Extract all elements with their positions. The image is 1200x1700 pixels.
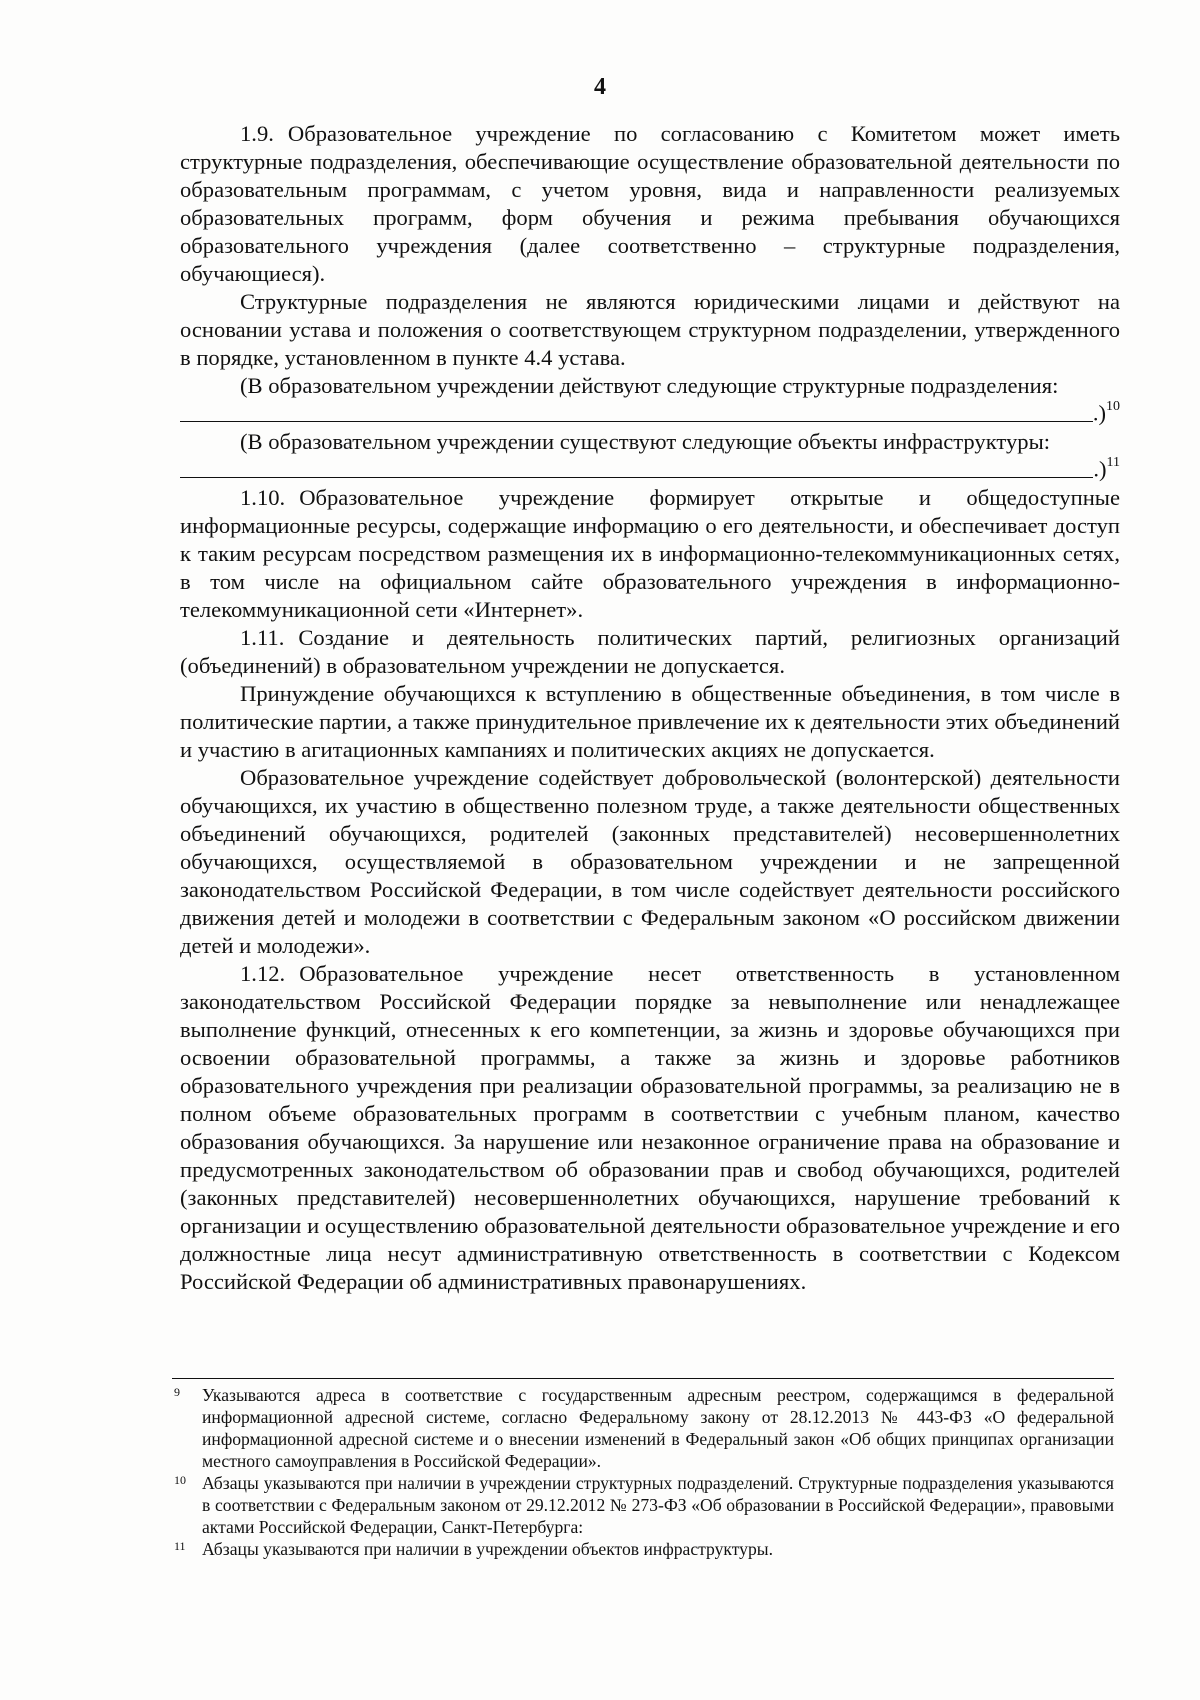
footnote-ref-11: 11 [1106,455,1120,471]
paragraph-1-11: 1.11. Создание и деятельность политических партий, религиозных организаций (объединений) в образовательном учреждении не допускается. [180,625,1120,678]
page-number: 4 [594,74,606,100]
paragraph-1-9: 1.9. Образовательное учреждение по согласованию с Комитетом может иметь структурные подразделения, обеспечивающие осуществление образовательной деятельности по образовательным программам, с учетом уровня, вида и направленности реализуемых образовательных программ, форм обучения и режима пребывания обучающихся образовательного учреждения (далее соответственно – структурные подразделения, обучающиеся). [180,121,1120,286]
footnote-11: 11 Абзацы указываются при наличии в учреждении объектов инфраструктуры. [172,1538,1114,1560]
footnotes [172,1384,1114,1560]
paragraph-1-10: 1.10. Образовательное учреждение формирует открытые и общедоступные информационные ресурсы, содержащие информацию о его деятельности, и обеспечивает доступ к таким ресурсам посредством размещения их в информационно-телекоммуникационных сетях, в том числе на официальном сайте образовательного учреждения в информационно-телекоммуникационной сети «Интернет». [180,485,1120,622]
footnote-10: 10 Абзацы указываются при наличии в учреждении структурных подразделений. Структурные подразделения указываются в соответствии с Федеральным законом от 29.12.2012 № 273-ФЗ «Об образовании в Российской Федерации», правовыми актами Российской Федерации, Санкт-Петербурга: [172,1472,1114,1538]
footnote-mark: 9 [174,1385,180,1399]
fill-underline [180,421,1093,422]
paragraph-units-list: (В образовательном учреждении действуют следующие структурные подразделения: [240,373,1059,398]
footnote-9: 9 Указываются адреса в соответствие с государственным адресным реестром, содержащимся в федеральной информационной адресной системе, согласно Федеральному закону от 28.12.2013 № 443-ФЗ «О федеральной информационной адресной системе и о внесении изменений в Федеральный закон «Об общих принципах организации местного самоуправления в Российской Федерации». [172,1384,1114,1472]
paragraph-volunteering: Образовательное учреждение содействует добровольческой (волонтерской) деятельности обучающихся, их участию в общественно полезном труде, а также деятельности общественных объединений обучающихся, родителей (законных представителей) несовершеннолетних обучающихся, осуществляемой в образовательном учреждении и не запрещенной законодательством Российской Федерации, в том числе содействует деятельности российского движения детей и молодежи в соответствии с Федеральным законом «О российском движении детей и молодежи». [180,765,1120,958]
footnote-separator [172,1378,1114,1379]
paragraph-coercion: Принуждение обучающихся к вступлению в общественные объединения, в том числе в политические партии, а также принудительное привлечение их к деятельности этих объединений и участию в агитационных кампаниях и политических акциях не допускается. [180,681,1121,762]
footnote-mark: 10 [174,1473,186,1487]
footnote-mark: 11 [174,1539,186,1553]
paragraph-infrastructure: (В образовательном учреждении существуют следующие объекты инфраструктуры: [240,429,1051,454]
paragraph-1-12: 1.12. Образовательное учреждение несет ответственность в установленном законодательством Российской Федерации порядке за невыполнение или ненадлежащее выполнение функций, отнесенных к его компетенции, за жизнь и здоровье обучающихся при освоении образовательной программы, а также за жизнь и здоровье работников образовательного учреждения при реализации образовательной программы, за реализацию не в полном объеме образовательных программ в соответствии с учебным планом, качество образования обучающихся. За нарушение или незаконное ограничение права на образование и предусмотренных законодательством об образовании прав и свобод обучающихся, родителей (законных представителей) несовершеннолетних обучающихся, нарушение требований к организации и осуществлению образовательной деятельности образовательное учреждение и его должностные лица несут административную ответственность в соответствии с Кодексом Российской Федерации об административных правонарушениях. [180,961,1120,1294]
fill-underline [180,477,1093,478]
blank-fill-line-infrastructure: .)$^{11}$ [180,456,1120,484]
paragraph-structural-units: Структурные подразделения не являются юридическими лицами и действуют на основании устава и положения о соответствующем структурном подразделении, утвержденного в порядке, установленном в пункте 4.4 устава. [180,289,1120,370]
blank-fill-line-units: .)$^{10}$ [180,400,1120,428]
main-text [180,120,1120,1296]
clause-number: 1.12. [240,961,286,986]
clause-number: 1.10. [240,485,286,510]
clause-number: 1.11. [240,625,285,650]
footnote-ref-10: 10 [1106,399,1120,415]
clause-number: 1.9. [240,121,274,146]
